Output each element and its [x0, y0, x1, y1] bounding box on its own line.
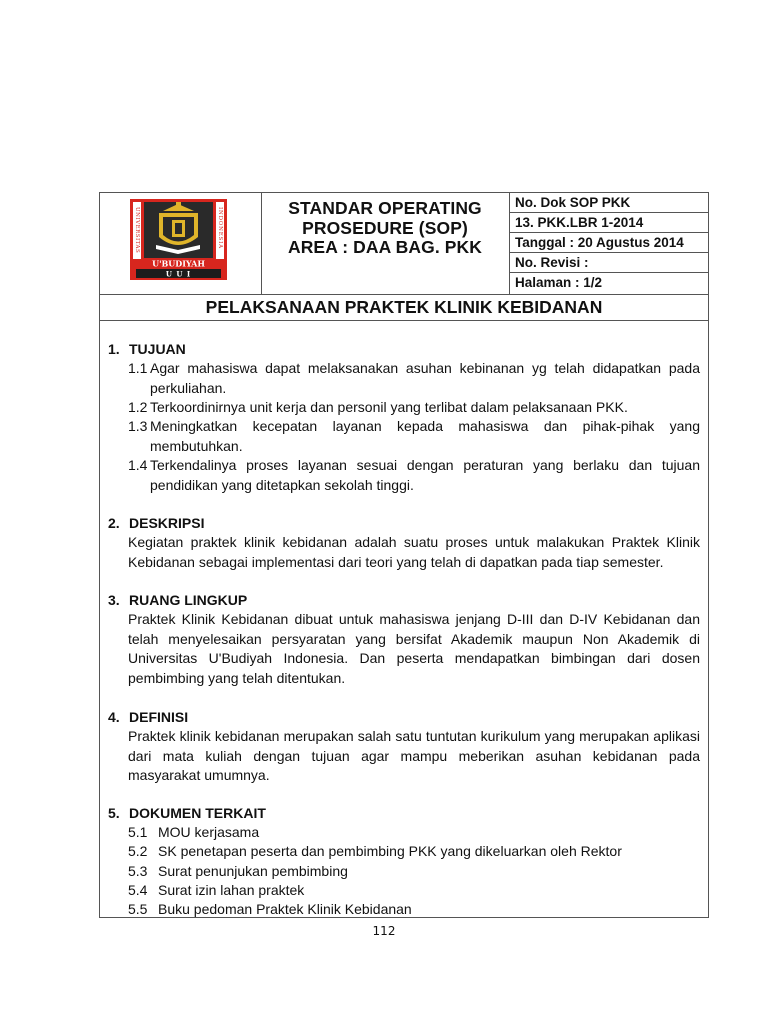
sop-title-line-2: PROSEDURE (SOP) [302, 217, 468, 238]
section-heading [108, 804, 266, 822]
item-number: 1.2 [128, 399, 148, 415]
list-item [128, 359, 700, 398]
sop-title [261, 199, 509, 258]
item-text: Terkoordinirnya unit kerja dan personil yang terlibat dalam pelaksanaan PKK. [150, 399, 628, 415]
sop-title-line-1: STANDAR OPERATING [288, 198, 482, 218]
logo-left-text: UNIVERSITAS [134, 207, 140, 254]
section-heading [108, 591, 247, 609]
section-paragraph: Kegiatan praktek klinik kebidanan adalah suatu proses untuk malakukan Praktek Klinik Kebidanan sebagai implementasi dari teori yang telah di dapatkan pada tiap semester. [128, 534, 700, 570]
item-text: Terkendalinya proses layanan sesuai dengan peraturan yang berlaku dan tujuan pendidikan yang ditetapkan sekolah tinggi. [150, 457, 700, 493]
section-heading [108, 514, 204, 532]
list-item [128, 823, 700, 843]
document-header [100, 193, 708, 295]
item-number: 1.4 [128, 457, 148, 473]
item-text: MOU kerjasama [158, 824, 260, 840]
logo-right-text: INDONESIA [217, 207, 223, 249]
list-item [128, 842, 700, 862]
university-logo-icon [100, 193, 261, 294]
document-meta [509, 193, 708, 294]
item-text: Surat izin lahan praktek [158, 882, 305, 898]
section-title: DESKRIPSI [129, 515, 205, 531]
list-item [128, 881, 700, 901]
item-number: 1.1 [128, 360, 148, 376]
meta-doc-number: No. Dok SOP PKK [509, 193, 708, 213]
page-number: 112 [372, 924, 396, 938]
section-heading [108, 340, 186, 358]
meta-revision: No. Revisi : [509, 253, 708, 273]
item-number: 5.5 [128, 901, 148, 917]
item-number: 5.4 [128, 882, 148, 898]
item-text: Agar mahasiswa dapat melaksanakan asuhan kebinanan yg telah didapatkan pada perkuliahan. [150, 360, 700, 396]
list-item [128, 398, 700, 418]
section-title: DEFINISI [129, 709, 189, 725]
sop-title-cell [261, 193, 510, 294]
item-text: Surat penunjukan pembimbing [158, 863, 348, 879]
item-number: 5.2 [128, 843, 148, 859]
list-item [128, 417, 700, 456]
logo-base-text: U U I [165, 269, 192, 279]
meta-page: Halaman : 1/2 [515, 275, 603, 290]
section-number: 4. [108, 709, 120, 725]
section-title: RUANG LINGKUP [129, 592, 248, 608]
section-number: 2. [108, 515, 120, 531]
item-number: 5.3 [128, 863, 148, 879]
item-number: 5.1 [128, 824, 148, 840]
section-paragraph: Praktek Klinik Kebidanan dibuat untuk mahasiswa jenjang D-III dan D-IV Kebidanan dan telah menyelesaikan persyaratan yang bersifat Akademik maupun Non Akademik di Universitas U'Budiyah Indonesia. Dan peserta mendapatkan bimbingan dari dosen pembimbing yang telah ditentukan. [128, 611, 700, 686]
section-title: TUJUAN [129, 341, 186, 357]
item-text: Buku pedoman Praktek Klinik Kebidanan [158, 901, 412, 917]
section-number: 5. [108, 805, 120, 821]
sop-title-line-3: AREA : DAA BAG. PKK [287, 237, 483, 257]
list-item [128, 456, 700, 495]
section-number: 1. [108, 341, 120, 357]
section-paragraph: Praktek klinik kebidanan merupakan salah satu tuntutan kurikulum yang merupakan aplikasi dari mata kuliah dengan tujuan agar mampu meberikan asuhan kebidanan pada masyarakat umumnya. [128, 728, 700, 783]
sop-document [99, 192, 709, 918]
logo-band-text: U'BUDIYAH [152, 258, 205, 269]
item-number: 1.3 [128, 418, 148, 434]
list-item [128, 862, 700, 882]
logo-cell [100, 193, 262, 294]
meta-doc-code: 13. PKK.LBR 1-2014 [509, 213, 708, 233]
list-item [128, 900, 700, 920]
item-text: Meningkatkan kecepatan layanan kepada mahasiswa dan pihak-pihak yang membutuhkan. [150, 418, 700, 454]
item-text: SK penetapan peserta dan pembimbing PKK yang dikeluarkan oleh Rektor [158, 843, 622, 859]
section-number: 3. [108, 592, 120, 608]
meta-date: Tanggal : 20 Agustus 2014 [509, 233, 708, 253]
section-title: DOKUMEN TERKAIT [129, 805, 266, 821]
document-title: PELAKSANAAN PRAKTEK KLINIK KEBIDANAN [100, 294, 708, 321]
section-heading [108, 708, 188, 726]
